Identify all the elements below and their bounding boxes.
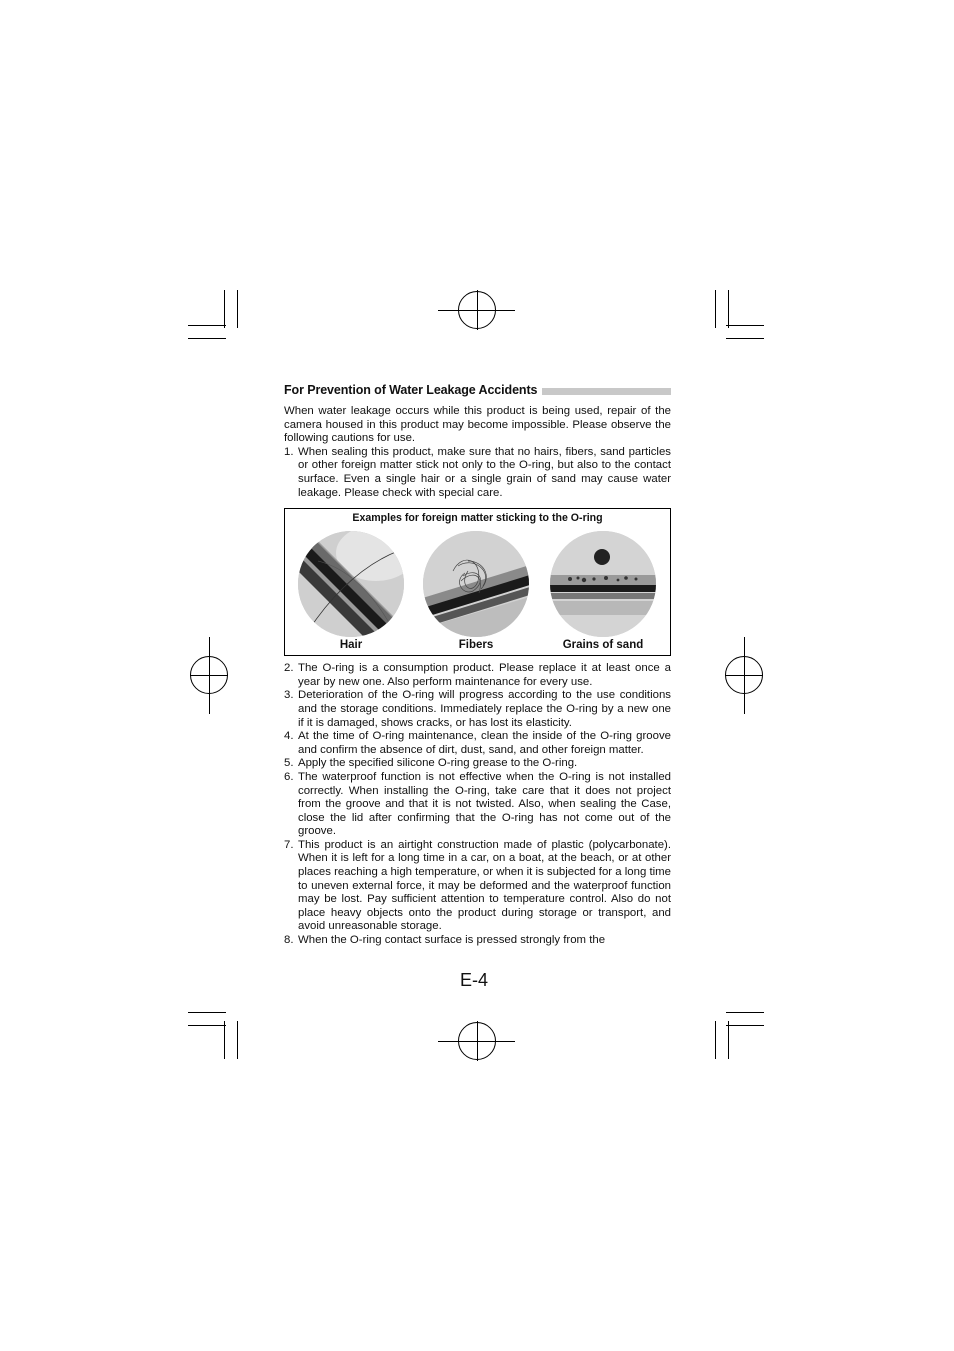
list-item-number: 1. bbox=[284, 445, 294, 458]
list-item bbox=[284, 446, 671, 500]
list-item-number: 7. bbox=[284, 838, 294, 851]
crop-mark bbox=[188, 338, 226, 339]
crop-mark bbox=[188, 1025, 226, 1026]
list-item-number: 6. bbox=[284, 770, 294, 783]
list-item-text: The waterproof function is not effective when the O-ring is not installed correctly. When installing the O-ring, take care that it does not project from the groove and that it is not twisted. Also, when sealing the Case, close the lid after confirming that the O-ring has not come out of the groove. bbox=[298, 770, 671, 838]
crop-mark bbox=[188, 325, 226, 326]
crop-mark bbox=[728, 290, 729, 328]
crop-mark bbox=[224, 290, 225, 328]
fibers-label: Fibers bbox=[458, 639, 494, 652]
list-item bbox=[284, 757, 671, 771]
sand-label: Grains of sand bbox=[562, 639, 644, 652]
crop-mark bbox=[726, 338, 764, 339]
cautions-list-part2 bbox=[284, 662, 671, 947]
section-title: For Prevention of Water Leakage Accidents bbox=[284, 383, 538, 397]
crop-mark bbox=[726, 325, 764, 326]
list-item-number: 2. bbox=[284, 662, 294, 675]
list-item-text: This product is an airtight construction made of plastic (polycarbonate). When it is left for a long time in a car, on a boat, at the beach, or at other places reaching a high temperature, or when it is subjected for a long time to uneven external force, it may be deformed and the waterproof function may be lost. Pay sufficient attention to temperature control. Also do not place heavy objects onto the product during storage or transport, and avoid unreasonable storage. bbox=[298, 838, 671, 933]
crop-mark bbox=[726, 1025, 764, 1026]
sand-photo bbox=[550, 531, 656, 637]
registration-line bbox=[477, 290, 478, 330]
crop-mark bbox=[237, 290, 238, 328]
list-item bbox=[284, 730, 671, 757]
page-number: E-4 bbox=[460, 970, 489, 990]
list-item-text: When the O-ring contact surface is pressed strongly from the bbox=[298, 934, 606, 947]
list-item bbox=[284, 934, 671, 948]
registration-line bbox=[744, 637, 745, 714]
fibers-photo bbox=[423, 531, 529, 637]
registration-line bbox=[477, 1021, 478, 1061]
page-content bbox=[284, 380, 671, 948]
hair-label: Hair bbox=[339, 639, 363, 652]
list-item bbox=[284, 662, 671, 689]
heading-decor-bar bbox=[542, 388, 671, 395]
list-item-number: 5. bbox=[284, 757, 294, 770]
list-item-text: Apply the specified silicone O-ring grease to the O-ring. bbox=[298, 757, 578, 770]
crop-mark bbox=[726, 1012, 764, 1013]
list-item-number: 8. bbox=[284, 934, 294, 947]
crop-mark bbox=[237, 1021, 238, 1059]
list-item-text: At the time of O-ring maintenance, clean the inside of the O-ring groove and confirm the absence of dirt, dust, sand, and other foreign matter. bbox=[298, 730, 671, 756]
hair-photo bbox=[298, 531, 404, 637]
cautions-list-part1 bbox=[284, 446, 671, 500]
figure-caption: Examples for foreign matter sticking to the O-ring bbox=[352, 512, 603, 525]
crop-mark bbox=[188, 1012, 226, 1013]
intro-paragraph: When water leakage occurs while this product is being used, repair of the camera housed in this product may become impossible. Please observe the following cautions for use. bbox=[284, 405, 671, 445]
list-item-number: 3. bbox=[284, 689, 294, 702]
list-item bbox=[284, 839, 671, 934]
list-item-text: The O-ring is a consumption product. Please replace it at least once a year by new one. Also perform maintenance for every use. bbox=[298, 662, 671, 688]
list-item-text: When sealing this product, make sure that no hairs, fibers, sand particles or other foreign matter stick not only to the O-ring, but also to the contact surface. Even a single hair or a single grain of sand may cause water leakage. Please check with special care. bbox=[298, 445, 671, 499]
list-item bbox=[284, 771, 671, 839]
crop-mark bbox=[224, 1021, 225, 1059]
foreign-matter-figure bbox=[284, 508, 671, 656]
list-item-text: Deterioration of the O-ring will progress according to the use conditions and the storage conditions. Immediately replace the O-ring by a new one if it is damaged, shows cracks, or has lost its elasticity. bbox=[298, 689, 671, 729]
section-header bbox=[284, 380, 671, 400]
crop-mark bbox=[728, 1021, 729, 1059]
list-item-number: 4. bbox=[284, 730, 294, 743]
crop-mark bbox=[715, 1021, 716, 1059]
list-item bbox=[284, 689, 671, 730]
crop-mark bbox=[715, 290, 716, 328]
registration-line bbox=[209, 637, 210, 714]
